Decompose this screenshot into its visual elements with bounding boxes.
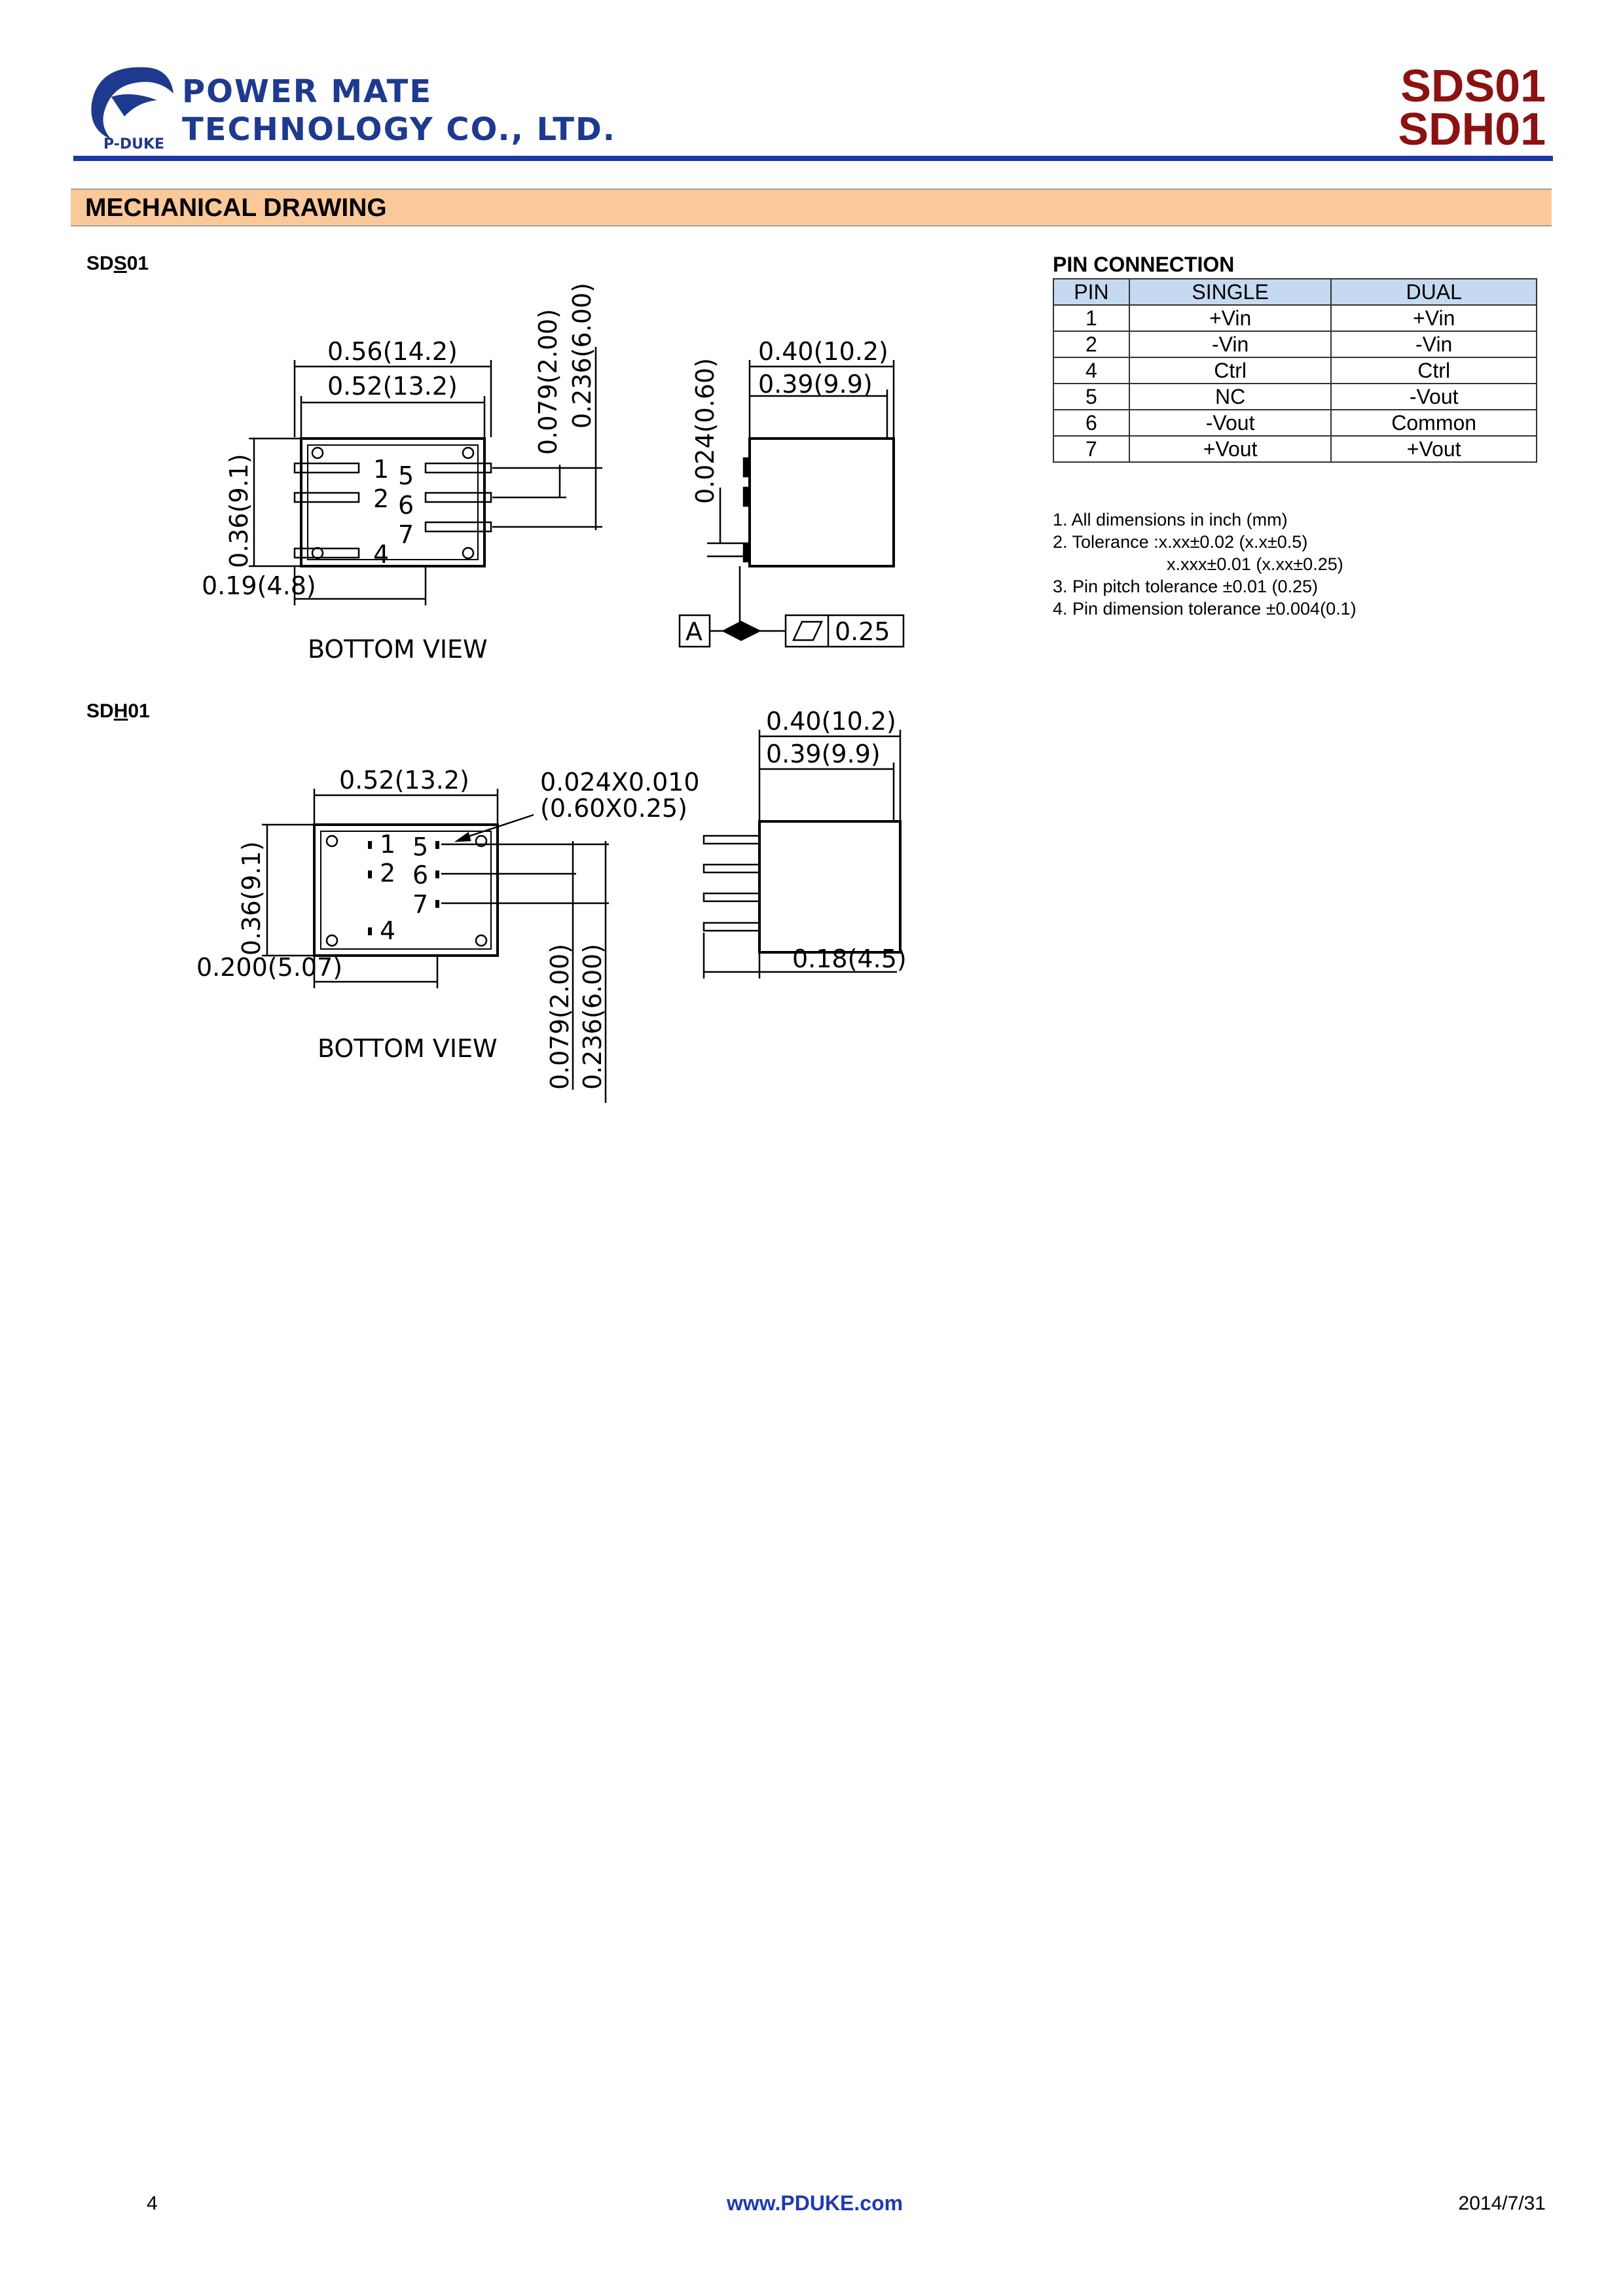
sdh01-pin-number: 1 <box>380 830 396 859</box>
table-row <box>1053 436 1537 462</box>
page-number: 4 <box>147 2193 158 2214</box>
pin-cell: 7 <box>1053 436 1129 462</box>
sdh01-dim-pin-size-mm: (0.60X0.25) <box>540 794 687 823</box>
dual-cell: +Vout <box>1331 436 1537 462</box>
note-3: 3. Pin pitch tolerance ±0.01 (0.25) <box>1053 577 1319 596</box>
table-header-row <box>1053 279 1537 305</box>
sdh01-mechanical-drawing <box>190 710 917 1116</box>
model-sdh01: SDH01 <box>1398 103 1546 154</box>
flatness-icon <box>793 622 822 640</box>
table-row <box>1053 357 1537 384</box>
table-row <box>1053 305 1537 331</box>
sds01-corner-hole <box>312 548 323 558</box>
single-cell: +Vin <box>1129 305 1331 331</box>
note-4: 4. Pin dimension tolerance ±0.004(0.1) <box>1053 599 1357 619</box>
sds01-label <box>86 253 149 275</box>
sdh01-dim-depth-body: 0.39(9.9) <box>766 740 881 768</box>
table-row <box>1053 410 1537 436</box>
sdh01-corner-hole <box>327 935 337 946</box>
sds01-dim-pin-offset: 0.19(4.8) <box>202 571 316 600</box>
table-row <box>1053 384 1537 410</box>
header-rule <box>73 156 1553 161</box>
sdh01-pin-number: 5 <box>412 833 429 861</box>
sdh01-side-pin <box>704 923 759 931</box>
sds01-dim-depth-body: 0.39(9.9) <box>758 370 873 399</box>
sdh01-dim-pin-span: 0.236(6.00) <box>578 943 607 1090</box>
sds01-pin <box>426 522 491 531</box>
sdh01-corner-hole <box>476 935 486 946</box>
sds01-label-mark: S <box>113 253 127 274</box>
dual-cell: Common <box>1331 410 1537 436</box>
pin-cell: 2 <box>1053 331 1129 357</box>
sds01-dim-pin-span: 0.236(6.00) <box>568 282 596 429</box>
sdh01-pin-number: 2 <box>380 859 396 888</box>
note-1: 1. All dimensions in inch (mm) <box>1053 510 1288 529</box>
sds01-pin <box>426 463 491 473</box>
sds01-flatness-value: 0.25 <box>835 617 890 646</box>
sdh01-dim-pin-offset: 0.200(5.07) <box>196 953 343 982</box>
pin-connection-table <box>1053 278 1537 463</box>
sdh01-pin-pad <box>435 870 439 878</box>
sdh01-pin-pad <box>435 900 439 908</box>
sdh01-pin-pad <box>368 870 372 878</box>
company-name-line1: POWER MATE <box>182 73 433 110</box>
sds01-label-suffix: 01 <box>126 253 149 274</box>
sds01-pin-number: 1 <box>373 455 390 484</box>
sdh01-side-pin <box>704 836 759 844</box>
sdh01-dim-depth-overall: 0.40(10.2) <box>766 710 896 736</box>
sds01-corner-hole <box>463 548 473 558</box>
sds01-pin <box>295 493 359 502</box>
dual-cell: -Vin <box>1331 331 1537 357</box>
sdh01-view-label: BOTTOM VIEW <box>318 1034 498 1063</box>
sds01-side-pin <box>744 488 750 506</box>
pin-cell: 1 <box>1053 305 1129 331</box>
single-cell: +Vout <box>1129 436 1331 462</box>
sdh01-label <box>86 700 150 723</box>
sds01-dim-height: 0.36(9.1) <box>225 454 253 568</box>
sds01-pin <box>295 548 359 558</box>
sds01-dim-depth-overall: 0.40(10.2) <box>758 337 888 366</box>
sds01-pin-number: 6 <box>398 491 414 520</box>
column-header-single: SINGLE <box>1129 279 1331 305</box>
sdh01-dim-body-width: 0.52(13.2) <box>339 766 469 795</box>
sdh01-side-pin <box>704 893 759 901</box>
pin-cell: 5 <box>1053 384 1129 410</box>
note-2: 2. Tolerance :x.xx±0.02 (x.x±0.5) <box>1053 532 1308 552</box>
pin-cell: 6 <box>1053 410 1129 436</box>
sds01-dim-body-width: 0.52(13.2) <box>327 372 458 401</box>
sds01-view-label: BOTTOM VIEW <box>308 635 488 664</box>
sds01-side-pin <box>744 543 750 562</box>
dimension-notes <box>1053 509 1357 620</box>
sds01-corner-hole <box>312 448 323 458</box>
sds01-pin-number: 2 <box>373 484 390 513</box>
table-row <box>1053 331 1537 357</box>
sdh01-dim-pin-pitch: 0.079(2.00) <box>545 943 574 1090</box>
sdh01-corner-hole <box>327 836 337 846</box>
sds01-mechanical-drawing <box>190 268 917 674</box>
column-header-pin: PIN <box>1053 279 1129 305</box>
sdh01-pin-pad <box>368 841 372 849</box>
sds01-corner-hole <box>463 448 473 458</box>
document-date: 2014/7/31 <box>1458 2193 1546 2214</box>
sdh01-label-suffix: 01 <box>128 700 150 722</box>
sdh01-pin-number: 4 <box>380 916 396 945</box>
sds01-dim-pin-pitch: 0.079(2.00) <box>534 308 562 455</box>
single-cell: NC <box>1129 384 1331 410</box>
sds01-pin-number: 5 <box>398 461 414 490</box>
single-cell: -Vin <box>1129 331 1331 357</box>
sdh01-label-prefix: SD <box>86 700 114 722</box>
section-title: MECHANICAL DRAWING <box>85 194 387 222</box>
note-2-continued: x.xxx±0.01 (x.xx±0.25) <box>1167 554 1343 574</box>
sds01-dim-pin-thickness: 0.024(0.60) <box>691 357 720 504</box>
sdh01-side-body <box>759 821 900 952</box>
single-cell: -Vout <box>1129 410 1331 436</box>
sdh01-dim-height: 0.36(9.1) <box>237 841 266 956</box>
brand-name: P-DUKE <box>103 136 165 152</box>
sdh01-pin-number: 6 <box>412 861 429 889</box>
sdh01-body-inner <box>321 831 491 949</box>
model-sds01: SDS01 <box>1400 60 1546 111</box>
single-cell: Ctrl <box>1129 357 1331 384</box>
sds01-side-pin <box>744 458 750 476</box>
sdh01-pin-pad <box>435 841 439 849</box>
sds01-pin <box>295 463 359 473</box>
dual-cell: Ctrl <box>1331 357 1537 384</box>
sds01-label-prefix: SD <box>86 253 114 274</box>
sds01-datum-label: A <box>685 617 702 646</box>
sdh01-side-pin <box>704 865 759 872</box>
company-name-line2: TECHNOLOGY CO., LTD. <box>182 111 617 148</box>
sdh01-dim-pin-length: 0.18(4.5) <box>792 944 907 973</box>
pin-cell: 4 <box>1053 357 1129 384</box>
pin-connection-title: PIN CONNECTION <box>1053 253 1235 276</box>
dual-cell: +Vin <box>1331 305 1537 331</box>
section-header <box>71 188 1552 226</box>
website-link[interactable]: www.PDUKE.com <box>727 2191 903 2215</box>
sds01-side-body <box>750 439 894 566</box>
sdh01-label-mark: H <box>113 700 128 722</box>
sds01-pin-number: 7 <box>398 520 414 549</box>
sds01-datum-triangle <box>723 622 759 640</box>
sds01-pin-number: 4 <box>373 540 390 569</box>
sdh01-pin-number: 7 <box>412 890 429 919</box>
sdh01-dim-pin-size-in: 0.024X0.010 <box>540 768 700 797</box>
column-header-dual: DUAL <box>1331 279 1537 305</box>
sds01-pin <box>426 493 491 502</box>
sds01-dim-overall-width: 0.56(14.2) <box>327 337 458 366</box>
dual-cell: -Vout <box>1331 384 1537 410</box>
sdh01-pin-pad <box>368 927 372 935</box>
